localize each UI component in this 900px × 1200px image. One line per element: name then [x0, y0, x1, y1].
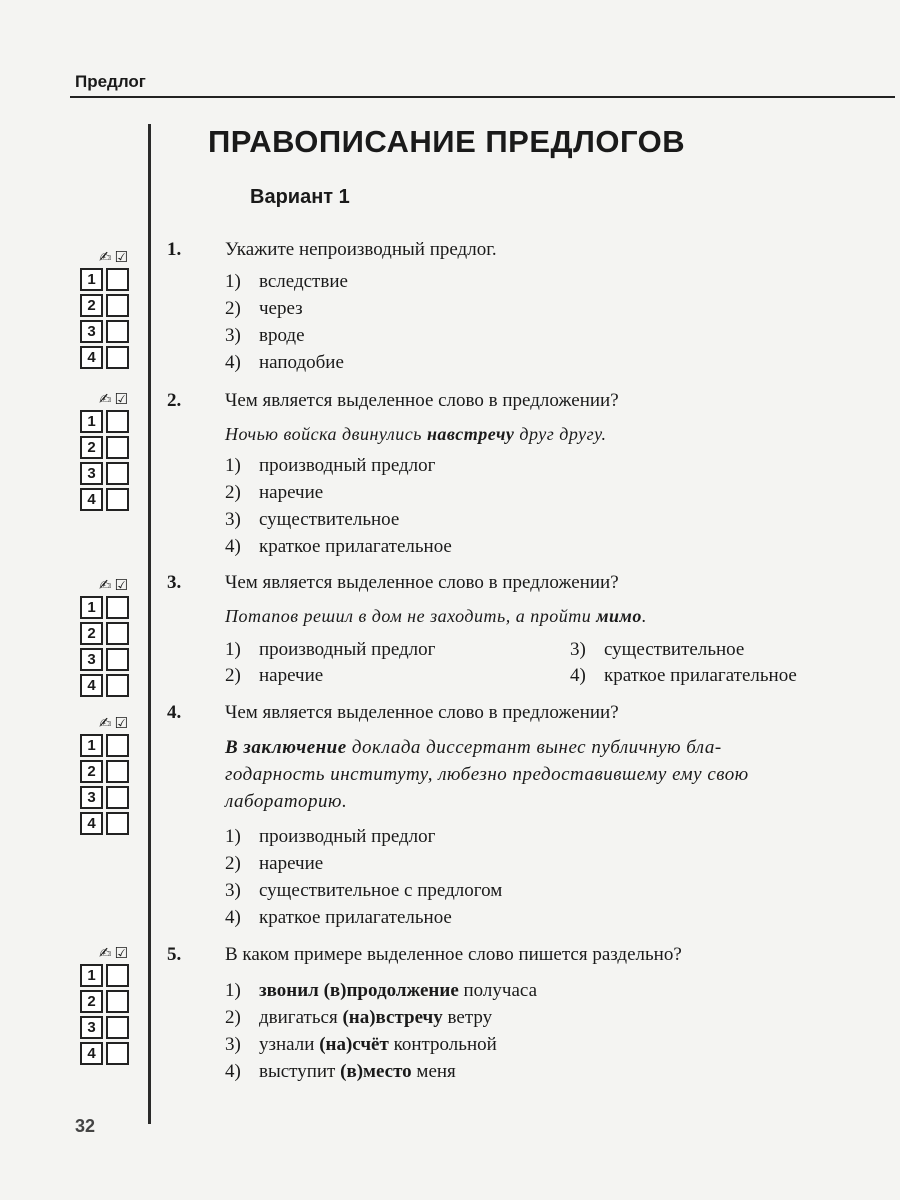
example-sentence: Ночью войска двинулись навстречу друг другу. — [225, 424, 607, 444]
question-text: В каком примере выделенное слово пишется раздельно? — [225, 944, 682, 965]
option: 3) узнали (на)счёт контрольной — [225, 1034, 497, 1055]
option: 1) производный предлог — [225, 455, 436, 476]
highlighted-word: навстречу — [426, 424, 515, 444]
page-title: ПРАВОПИСАНИЕ ПРЕДЛОГОВ — [208, 124, 686, 159]
highlighted-phrase: звонил (в)продолжение — [259, 980, 459, 1001]
answer-number: 1 — [80, 268, 103, 291]
answer-number: 2 — [80, 622, 103, 645]
option: 1) звонил (в)продолжение получаса — [225, 980, 538, 1001]
question-number: 3. — [167, 572, 182, 593]
answer-cell[interactable] — [106, 734, 129, 757]
answer-cell[interactable] — [106, 648, 129, 671]
question-text: Чем является выделенное слово в предложении? — [225, 702, 619, 723]
answer-cell[interactable] — [106, 622, 129, 645]
option: 4) выступит (в)место меня — [225, 1061, 456, 1082]
option: 1) вследствие — [225, 271, 348, 292]
option: 4) краткое прилагательное — [225, 907, 452, 928]
question-text: Чем является выделенное слово в предложении? — [225, 572, 619, 593]
checkbox-icon: ☑ — [114, 248, 128, 266]
answer-cell[interactable] — [106, 1016, 129, 1039]
option: 1) производный предлог — [225, 639, 436, 660]
option: 2) через — [225, 298, 303, 319]
pencil-icon: ✍ — [98, 576, 112, 594]
pencil-icon: ✍ — [98, 248, 112, 266]
running-head: Предлог — [75, 72, 146, 91]
answer-number: 4 — [80, 346, 103, 369]
answer-cell[interactable] — [106, 320, 129, 343]
highlighted-word: В заключение — [225, 737, 347, 758]
answer-box-q5 — [80, 942, 136, 1068]
answer-number: 4 — [80, 488, 103, 511]
answer-cell[interactable] — [106, 812, 129, 835]
answer-number: 4 — [80, 674, 103, 697]
example-sentence: В заключение доклада диссертант вынес публичную бла- годарность институту, любезно предоставившему ему свою лабораторию. — [225, 737, 749, 812]
answer-cell[interactable] — [106, 268, 129, 291]
checkbox-icon: ☑ — [114, 944, 128, 962]
pencil-icon: ✍ — [98, 944, 112, 962]
answer-cell[interactable] — [106, 596, 129, 619]
header-rule — [70, 96, 895, 98]
example-sentence: Потапов решил в дом не заходить, а пройти мимо. — [225, 606, 647, 626]
answer-number: 4 — [80, 812, 103, 835]
answer-box-q2 — [80, 388, 136, 514]
answer-number: 2 — [80, 436, 103, 459]
pencil-icon: ✍ — [98, 714, 112, 732]
question-number: 1. — [167, 239, 182, 260]
highlighted-word: (на)встречу — [342, 1007, 443, 1028]
page-number: 32 — [75, 1116, 96, 1136]
highlighted-word: (на)счёт — [319, 1034, 389, 1055]
option: 2) наречие — [225, 482, 324, 503]
answer-number: 1 — [80, 410, 103, 433]
answer-box-q4 — [80, 712, 136, 838]
answer-number: 1 — [80, 734, 103, 757]
question-number: 2. — [167, 390, 182, 411]
answer-cell[interactable] — [106, 990, 129, 1013]
option: 1) производный предлог — [225, 826, 436, 847]
margin-rule — [148, 124, 151, 1124]
answer-number: 3 — [80, 1016, 103, 1039]
answer-number: 2 — [80, 990, 103, 1013]
option: 2) двигаться (на)встречу ветру — [225, 1007, 493, 1028]
question-text: Чем является выделенное слово в предложении? — [225, 390, 619, 411]
answer-cell[interactable] — [106, 674, 129, 697]
answer-box-q3 — [80, 574, 136, 700]
answer-number: 1 — [80, 964, 103, 987]
answer-cell[interactable] — [106, 488, 129, 511]
answer-number: 3 — [80, 462, 103, 485]
answer-number: 4 — [80, 1042, 103, 1065]
answer-cell[interactable] — [106, 964, 129, 987]
question-text: Укажите непроизводный предлог. — [225, 239, 497, 260]
answer-cell[interactable] — [106, 462, 129, 485]
answer-cell[interactable] — [106, 346, 129, 369]
option: 3) существительное с предлогом — [225, 880, 503, 901]
answer-number: 3 — [80, 786, 103, 809]
option: 3) существительное — [570, 639, 745, 660]
answer-number: 3 — [80, 648, 103, 671]
highlighted-word: (в)место — [340, 1061, 412, 1082]
checkbox-icon: ☑ — [114, 714, 128, 732]
option: 2) наречие — [225, 853, 324, 874]
option: 4) наподобие — [225, 352, 344, 373]
pencil-icon: ✍ — [98, 390, 112, 408]
answer-number: 3 — [80, 320, 103, 343]
question-number: 4. — [167, 702, 182, 723]
option: 3) вроде — [225, 325, 305, 346]
answer-number: 1 — [80, 596, 103, 619]
answer-box-q1 — [80, 246, 136, 372]
option: 3) существительное — [225, 509, 400, 530]
answer-cell[interactable] — [106, 760, 129, 783]
answer-cell[interactable] — [106, 786, 129, 809]
answer-number: 2 — [80, 760, 103, 783]
variant-heading: Вариант 1 — [250, 186, 350, 208]
option: 4) краткое прилагательное — [225, 536, 452, 557]
answer-number: 2 — [80, 294, 103, 317]
option: 2) наречие — [225, 665, 324, 686]
answer-cell[interactable] — [106, 436, 129, 459]
answer-cell[interactable] — [106, 410, 129, 433]
answer-cell[interactable] — [106, 294, 129, 317]
checkbox-icon: ☑ — [114, 390, 128, 408]
question-number: 5. — [167, 944, 182, 965]
option: 4) краткое прилагательное — [570, 665, 797, 686]
highlighted-word: мимо — [596, 606, 642, 626]
checkbox-icon: ☑ — [114, 576, 128, 594]
answer-cell[interactable] — [106, 1042, 129, 1065]
